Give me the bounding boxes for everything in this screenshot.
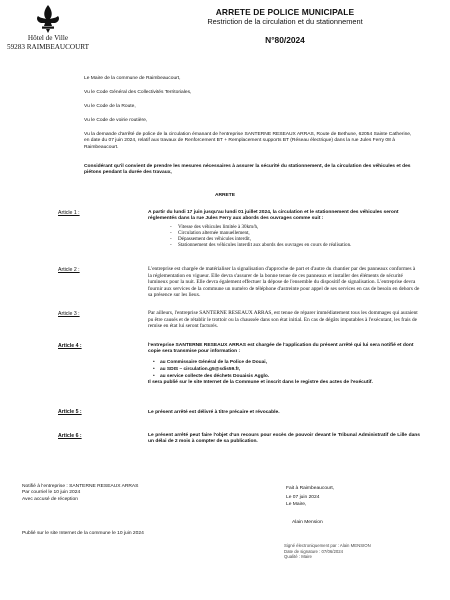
electronic-signature-stamp (284, 543, 434, 560)
article-4-label: Article 4 : (58, 343, 82, 349)
publication-note: Publié sur le site Internet de la commune le 10 juin 2024 (22, 531, 144, 536)
notification-block (22, 484, 222, 503)
article-4-item: • au SDIS – circulation.g5@sdis59.fr, (160, 366, 420, 373)
document-subtitle: Restriction de la circulation et du stationnement (207, 17, 363, 26)
preamble-considering: Considérant qu'il convient de prendre les mesures nécessaires à assurer la sécurité du stationnement, de la circulation des véhicules et des piétons pendant la durée des travaux, (84, 164, 411, 176)
arrete-heading: ARRETE (214, 193, 236, 198)
notification-line-3: Avec accusé de réception (22, 496, 78, 502)
article-6-label: Article 6 : (58, 433, 82, 439)
notification-line-2: Par courriel le 10 juin 2024 (22, 490, 81, 496)
article-1-item: - Dépassement des véhicules interdit, (178, 236, 420, 242)
signature-role: Le Maire, (286, 501, 307, 507)
logo-line-2: 59283 RAIMBEAUCOURT (6, 42, 90, 51)
article-1-list (148, 224, 420, 249)
article-4-body (148, 343, 420, 386)
document-title: ARRETE DE POLICE MUNICIPALE (215, 7, 355, 17)
article-1-text: A partir du lundi 17 juin jusqu'au lundi 01 juillet 2024, la circulation et le stationnement des véhicules seront réglementés dans la rue Jules Ferry aux abords des ouvrages comme suit : (148, 210, 399, 222)
document-header (160, 7, 410, 45)
esign-date: Date de signature : 07/06/2024 (284, 548, 344, 554)
article-3-text: Par ailleurs, l'entreprise SANTERNE RESEAUX ARRAS, est tenue de réparer immédiatement tous les dommages qui auraient pu être causés et de rétablir le trottoir ou la chaussée dans son état initial. En cas de dégâts imputables à l'exécutant, les frais de remise en état lui seront facturés. (148, 310, 418, 329)
article-4-text: l'entreprise SANTERNE RESEAUX ARRAS est chargée de l'application du présent arrêté qui lui sera notifié et dont copie sera transmise pour information : (148, 343, 414, 355)
article-1-body (148, 210, 420, 249)
article-1-item: - Circulation alternée manuellement, (178, 230, 420, 236)
notification-line-1: Notifié à l'entreprise : SANTERNE RESEAUX ARRAS (22, 484, 139, 489)
article-4-list (148, 359, 420, 380)
article-1-item: - Stationnement des véhicules interdit aux abords des ouvrages en cours de réalisation. (178, 242, 420, 248)
signature-block (286, 486, 436, 527)
esign-quality: Qualité : Maire (284, 554, 312, 559)
article-5-label: Article 5 : (58, 409, 82, 415)
town-logo (6, 4, 90, 51)
article-1-item: - Vitesse des véhicules limitée à 30km/h, (178, 224, 420, 230)
decree-number: N°80/2024 (265, 35, 305, 45)
signature-date: Le 07 juin 2024 (286, 495, 320, 501)
article-5-text: Le présent arrêté est délivré à titre précaire et révocable. (148, 410, 280, 415)
preamble-cgct: Vu le Code Général des Collectivités Territoriales, (84, 90, 192, 95)
logo-line-1: Hôtel de Ville (27, 34, 69, 42)
article-2-label: Article 2 : (58, 267, 80, 273)
article-6-text: Le présent arrêté peut faire l'objet d'un recours pour excès de pouvoir devant le Tribunal Administratif de Lille dans un délai de 2 mois à compter de sa publication. (148, 433, 420, 445)
preamble-code-route: Vu le Code de la Route, (84, 104, 136, 109)
article-4-item: • au Commissaire Général de la Police de Douai, (160, 359, 420, 366)
article-4-item: • au service collecte des déchets Douaisis Agglo. (160, 373, 420, 380)
article-3-label: Article 3 : (58, 311, 80, 317)
article-4-tail: Il sera publié sur le site Internet de la Commune et inscrit dans le registre des actes de l'exécutif. (148, 379, 373, 385)
preamble-code-voirie: Vu le Code de voirie routière, (84, 118, 148, 123)
signatory-name: Alain Mension (292, 520, 323, 526)
preamble-mayor: Le Maire de la commune de Raimbeaucourt, (84, 76, 181, 81)
fleur-de-lis-crest-icon (35, 4, 61, 34)
article-1-label: Article 1 : (58, 210, 80, 216)
esign-signed-by: Signé électroniquement par : Alain MENSION (284, 543, 371, 548)
signature-place: Fait à Raimbeaucourt, (286, 486, 335, 491)
article-2-text: L'entreprise est chargée de matérialiser la signalisation d'approche de part et d'autre du chantier par des panneaux conformes à la réglementation en vigueur. Elle devra s'assurer de la bonne tenue de ces panneaux et installer des éléments de sécurité lumineux pour la nuit. Elle devra également effectuer la dépose de l'ensemble du dispositif de signalisation. L'entreprise devra fournir aux services de la commune un numéro de téléphone d'astreinte pour appel de ses services en cas de besoin en dehors de sa présence sur les lieux. (148, 266, 420, 298)
preamble-request: Vu la demande d'arrêté de police de la circulation émanant de l'entreprise SANTERNE RESEAUX ARRAS, Route de Bethune, 62054 Sainte Catherine, en date du 07 juin 2024, relatif aux travaux de Renforcement BT + Remplacement supports BT (Réseau électrique) dans la rue Jules Ferry 08 à Raimbeaucourt. (84, 132, 412, 150)
